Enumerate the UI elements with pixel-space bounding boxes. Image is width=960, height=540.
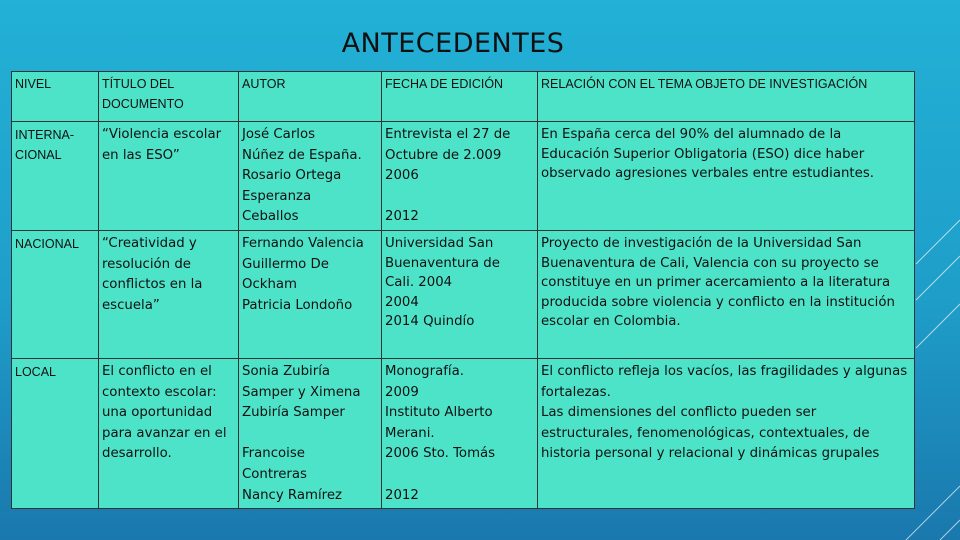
cell-nivel: NACIONAL bbox=[12, 230, 99, 358]
cell-fecha: Monografía. 2009 Instituto Alberto Merani. 2006 Sto. Tomás 2012 bbox=[382, 358, 538, 508]
header-relacion: RELACIÓN CON EL TEMA OBJETO DE INVESTIGACIÓN bbox=[538, 72, 915, 122]
header-autor: AUTOR bbox=[239, 72, 382, 122]
cell-autor: José Carlos Núñez de España. Rosario Ortega Esperanza Ceballos bbox=[239, 122, 382, 231]
cell-titulo: “Violencia escolar en las ESO” bbox=[99, 122, 239, 231]
cell-relacion: En España cerca del 90% del alumnado de la Educación Superior Obligatoria (ESO) dice haber observado agresiones verbales entre estudiantes. bbox=[538, 122, 915, 231]
header-row bbox=[12, 72, 915, 122]
cell-fecha: Entrevista el 27 de Octubre de 2.009 2006 2012 bbox=[382, 122, 538, 231]
header-fecha: FECHA DE EDICIÓN bbox=[382, 72, 538, 122]
page-title: ANTECEDENTES bbox=[341, 28, 565, 59]
cell-titulo: “Creatividad y resolución de conflictos en la escuela” bbox=[99, 230, 239, 358]
antecedentes-table bbox=[11, 71, 915, 509]
cell-relacion: Proyecto de investigación de la Universidad San Buenaventura de Cali, Valencia con su proyecto se constituye en un primer acercamiento a la literatura producida sobre violencia y conflicto en la institución escolar en Colombia. bbox=[538, 230, 915, 358]
cell-relacion: El conflicto refleja los vacíos, las fragilidades y algunas fortalezas. Las dimensiones del conflicto pueden ser estructurales, fenomenológicas, contextuales, de historia personal y relacional y dinámicas grupales bbox=[538, 358, 915, 508]
cell-autor: Sonia Zubiría Samper y Ximena Zubiría Samper Francoise Contreras Nancy Ramírez bbox=[239, 358, 382, 508]
table-row bbox=[12, 358, 915, 508]
header-nivel: NIVEL bbox=[12, 72, 99, 122]
cell-titulo: El conflicto en el contexto escolar: una oportunidad para avanzar en el desarrollo. bbox=[99, 358, 239, 508]
cell-autor: Fernando Valencia Guillermo De Ockham Patricia Londoño bbox=[239, 230, 382, 358]
cell-nivel: LOCAL bbox=[12, 358, 99, 508]
cell-nivel: INTERNA- CIONAL bbox=[12, 122, 99, 231]
table-row bbox=[12, 122, 915, 231]
cell-fecha: Universidad San Buenaventura de Cali. 2004 2004 2014 Quindío bbox=[382, 230, 538, 358]
header-titulo: TÍTULO DEL DOCUMENTO bbox=[99, 72, 239, 122]
table-row bbox=[12, 230, 915, 358]
